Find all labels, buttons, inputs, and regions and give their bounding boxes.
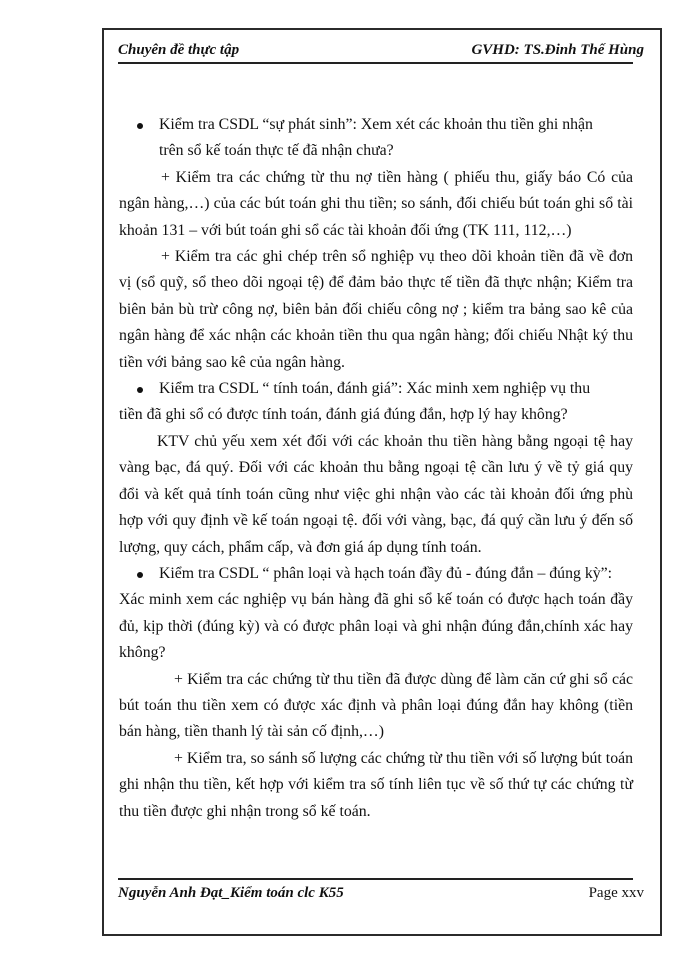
header-advisor: GVHD: TS.Đinh Thế Hùng [471,42,644,58]
paragraph: + Kiểm tra các chứng từ thu tiền đã được dùng để làm căn cứ ghi sổ các bút toán thu tiền xem có được xác định và phân loại đúng đắn hay không (tiền bán hàng, tiền thanh lý tài sản cố định,…) [119,670,633,741]
document-body [119,112,633,825]
bullet-text: Kiểm tra CSDL “ tính toán, đánh giá”: Xác minh xem nghiệp vụ thu [159,380,591,398]
paragraph: + Kiểm tra các chứng từ thu nợ tiền hàng ( phiếu thu, giấy báo Có của ngân hàng,…) của các bút toán ghi thu tiền; so sánh, đối chiếu bút toán ghi sổ tài khoản 131 – với bút toán ghi sổ các tài khoản đối ứng (TK 111, 112,…) [119,168,633,239]
bullet-continuation: trên sổ kế toán thực tế đã nhận chưa? [159,142,394,160]
bullet-item [119,112,633,138]
bullet-icon [137,123,143,129]
bullet-icon [137,572,143,578]
bullet-text: Kiểm tra CSDL “sự phát sinh”: Xem xét các khoản thu tiền ghi nhận [159,116,593,133]
bullet-icon [137,387,143,393]
header-title: Chuyên đề thực tập [118,42,240,58]
footer-divider [118,878,633,880]
bullet-continuation: tiền đã ghi sổ có được tính toán, đánh giá đúng đắn, hợp lý hay không? [119,406,568,424]
page-number: Page xxv [588,885,644,901]
paragraph: + Kiểm tra các ghi chép trên sổ nghiệp vụ theo dõi khoản tiền đã về đơn vị (sổ quỹ, sổ theo dõi ngoại tệ) để đảm bảo thực tế tiền đã thực nhận; Kiểm tra biên bản bù trừ công nợ, biên bản đối chiếu công nợ ; kiểm tra bảng sao kê của ngân hàng để xác nhận các khoản tiền thu qua ngân hàng; đối chiếu Nhật ký thu tiền với bảng sao kê của ngân hàng. [119,248,633,371]
footer-author: Nguyễn Anh Đạt_Kiểm toán clc K55 [118,885,344,901]
bullet-text: Kiểm tra CSDL “ phân loại và hạch toán đầy đủ - đúng đắn – đúng kỳ”: [159,564,613,582]
paragraph: + Kiểm tra, so sánh số lượng các chứng từ thu tiền với số lượng bút toán ghi nhận thu tiền, kết hợp với kiểm tra số tính liên tục về số thứ tự các chứng từ thu tiền được ghi nhận trong sổ kế toán. [119,749,633,820]
bullet-item [119,376,633,402]
header-divider [118,62,633,64]
paragraph: Xác minh xem các nghiệp vụ bán hàng đã ghi sổ kế toán có được hạch toán đầy đủ, kịp thời (đúng kỳ) và có được phân loại và ghi nhận đúng đắn,chính xác hay không? [119,591,633,662]
paragraph: KTV chủ yếu xem xét đối với các khoản thu tiền hàng bằng ngoại tệ hay vàng bạc, đá quý. Đối với các khoản thu bằng ngoại tệ cần lưu ý về tỷ giá quy đổi và kết quả tính toán cũng như việc ghi nhận vào các tài khoản đối ứng phù hợp với quy định về kế toán ngoại tệ. đối với vàng, bạc, đá quý cần lưu ý đến số lượng, quy cách, phẩm cấp, và đơn giá áp dụng tính toán. [119,432,633,556]
page-header [118,38,644,62]
bullet-item [119,561,633,587]
